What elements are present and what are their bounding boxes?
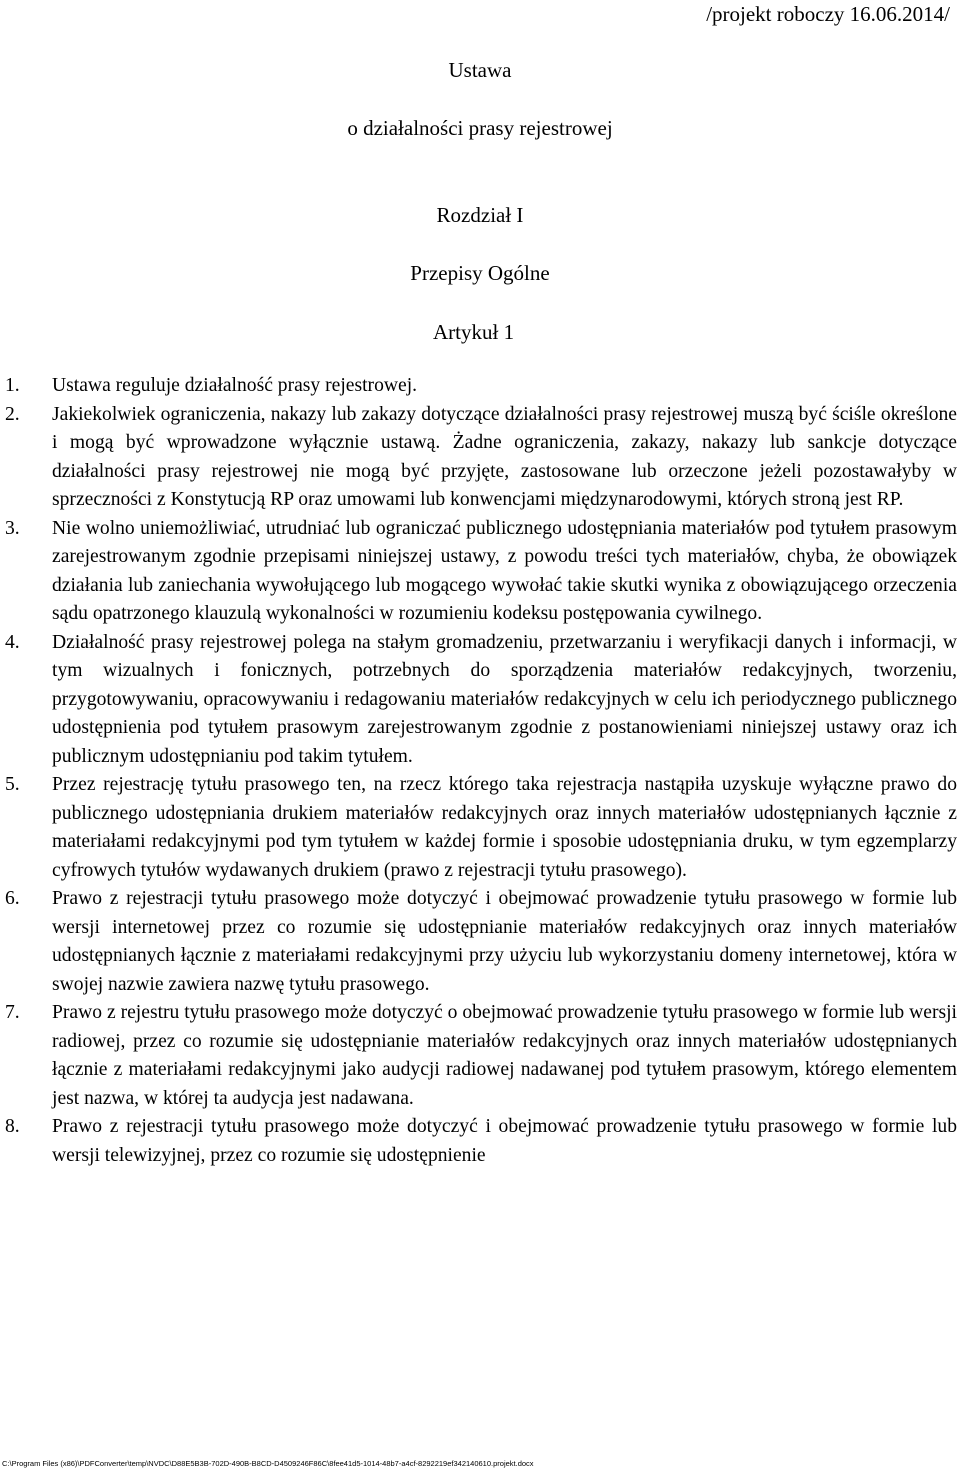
item-text: Nie wolno uniemożliwiać, utrudniać lub ograniczać publicznego udostępniania materiałów pod tytułem prasowym zarejestrowanym zgodnie przepisami niniejszej ustawy, z powodu treści tych materiałów, chyba, że obowiązek działania lub zaniechania wywołującego lub mogącego wywołać takie skutki wynika z obowiązującego orzeczenia sądu opatrzonego klauzulą wykonalności w rozumieniu kodeksu postępowania cywilnego. <box>52 517 957 624</box>
item-text: Jakiekolwiek ograniczenia, nakazy lub zakazy dotyczące działalności prasy rejestrowej muszą być ściśle określone i mogą być wprowadzone wyłącznie ustawą. Żadne ograniczenia, zakazy, nakazy lub sankcje dotyczące działalności prasy rejestrowej nie mogą być przyjęte, zastosowane lub orzeczone jeżeli pozostawałyby w sprzeczności z Konstytucją RP oraz umowami lub konwencjami międzynarodowymi, których stroną jest RP. <box>52 403 957 510</box>
file-path-footer: C:\Program Files (x86)\PDFConverter\temp\NVDC\D88E5B3B-702D-490B-B8CD-D4509246F86C\8fee41d5-1014-48b7-a4cf-8292219ef342140610.projekt.docx <box>2 1459 534 1468</box>
item-number: 6. <box>5 888 20 909</box>
list-item <box>0 885 960 999</box>
item-text: Prawo z rejestru tytułu prasowego może dotyczyć o obejmować prowadzenie tytułu prasowego w formie lub wersji radiowej, przez co rozumie się udostępnianie materiałów redakcyjnych oraz innych materiałów udostępnianych łącznie z materiałami redakcyjnymi jako audycji radiowej nadawanej pod tytułem prasowym, którego elementem jest nazwa, w której ta audycja jest nadawana. <box>52 1002 957 1109</box>
list-item <box>0 372 960 401</box>
item-number: 4. <box>5 631 20 653</box>
list-item <box>0 515 960 629</box>
item-number: 7. <box>5 1002 20 1023</box>
draft-date-note: /projekt roboczy 16.06.2014/ <box>706 2 950 26</box>
article-heading: Artykuł 1 <box>433 320 515 344</box>
chapter-heading: Rozdział I <box>436 203 524 227</box>
article-items-list <box>0 372 960 1170</box>
list-item <box>0 771 960 885</box>
item-number: 1. <box>5 375 20 396</box>
act-title: Ustawa <box>448 58 512 82</box>
item-number: 2. <box>5 403 20 425</box>
item-text: Prawo z rejestracji tytułu prasowego może dotyczyć i obejmować prowadzenie tytułu prasowego w formie lub wersji internetowej przez co rozumie się udostępnianie materiałów redakcyjnych oraz innych materiałów udostępnianych łącznie z materiałami redakcyjnymi przy użyciu lub wykorzystaniu domeny internetowej, która w swojej nazwie zawiera nazwę tytułu prasowego. <box>52 888 957 995</box>
act-subtitle: o działalności prasy rejestrowej <box>347 116 613 140</box>
item-text: Przez rejestrację tytułu prasowego ten, na rzecz którego taka rejestracja nastąpiła uzyskuje wyłączne prawo do publicznego udostępniania drukiem materiałów redakcyjnych oraz innych materiałów udostępnianych łącznie z materiałami redakcyjnymi pod tym tytułem w każdej formie i sposobie udostępniania druku, w tym egzemplarzy cyfrowych tytułów wydawanych drukiem (prawo z rejestracji tytułu prasowego). <box>52 774 957 881</box>
item-number: 8. <box>5 1116 20 1137</box>
item-number: 3. <box>5 517 20 539</box>
list-item <box>0 1113 960 1170</box>
list-item <box>0 629 960 772</box>
item-text: Prawo z rejestracji tytułu prasowego może dotyczyć i obejmować prowadzenie tytułu prasowego w formie lub wersji telewizyjnej, przez co rozumie się udostępnienie <box>52 1116 957 1166</box>
chapter-title: Przepisy Ogólne <box>410 261 550 285</box>
item-text: Ustawa reguluje działalność prasy rejestrowej. <box>52 375 418 396</box>
item-text: Działalność prasy rejestrowej polega na stałym gromadzeniu, przetwarzaniu i weryfikacji danych i informacji, w tym wizualnych i fonicznych, potrzebnych do sporządzenia materiałów redakcyjnych, tworzeniu, przygotowywaniu, opracowywaniu i redagowaniu materiałów redakcyjnych w celu ich periodycznego publicznego udostępnienia pod tytułem prasowym zarejestrowanym zgodnie z postanowieniami niniejszej ustawy oraz ich publicznym udostępnianiu pod takim tytułem. <box>52 631 957 767</box>
list-item <box>0 999 960 1113</box>
item-number: 5. <box>5 774 20 795</box>
list-item <box>0 401 960 515</box>
